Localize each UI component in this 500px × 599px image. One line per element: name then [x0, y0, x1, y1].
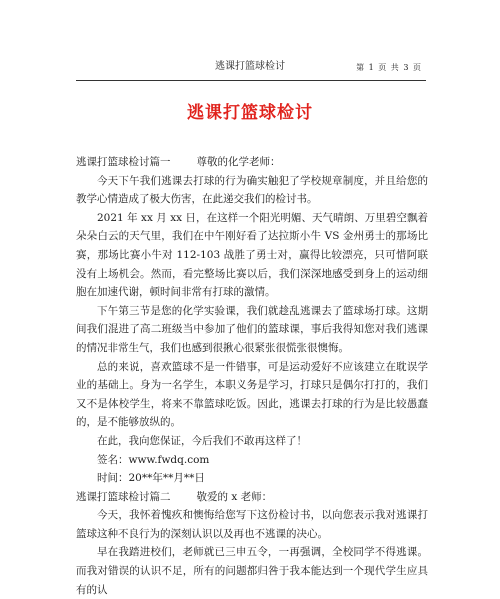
salutation: 敬爱的 x 老师： — [196, 490, 273, 503]
paragraph: 2021 年 xx 月 xx 日，在这样一个阳光明媚、天气晴朗、万里碧空飘着朵朵白云的天气里，我们在中午刚好看了达拉斯小牛 VS 金州勇士的那场比赛，那场比赛小牛对 112-103 战胜了勇士对，赢得比较漂亮，只可惜阿联没有上场机会。然而，看完整场比赛以后，我们深深地感受到身上的运动细胞在加速代谢，顿时间非常有打球的激情。 — [76, 211, 428, 299]
paragraph: 总的来说，喜欢篮球不是一件错事，可是运动爱好不应该建立在耽误学业的基础上。身为一名学生，本职义务是学习，打球只是偶尔打打的，我们又不是体校学生，将来不靠篮球吃饭。因此，逃课去打球的行为是比较愚蠢的，是不能够放纵的。 — [76, 360, 428, 429]
document-title: 逃课打篮球检讨 — [187, 103, 313, 123]
section-heading-line — [76, 153, 428, 172]
header-divider — [76, 80, 426, 81]
section-heading: 逃课打篮球检讨篇二 — [76, 490, 171, 503]
paragraph: 今天，我怀着愧疚和懊悔给您写下这份检讨书，以向您表示我对逃课打篮球这种不良行为的深刻认识以及再也不逃课的决心。 — [76, 509, 428, 540]
section-heading: 逃课打篮球检讨篇一 — [76, 156, 171, 168]
section-heading-line — [76, 488, 428, 507]
signature-line: 签名：www.fwdq.com — [97, 453, 210, 466]
salutation: 尊敬的化学老师： — [196, 156, 281, 168]
page-header-title: 逃课打篮球检讨 — [215, 61, 285, 72]
paragraph: 下午第三节是您的化学实验课，我们就趁乱逃课去了篮球场打球。这期间我们混进了高二班级当中参加了他们的篮球课，事后我得知您对我们逃课的情况非常生气，我们也感到很揪心很紧张很慌张很懊悔。 — [76, 304, 428, 354]
paragraph: 在此，我向您保证，今后我们不敢再这样了！ — [97, 434, 307, 447]
paragraph: 早在我踏进校们，老师就已三申五令，一再强调，全校同学不得逃课。而我对错误的认识不足，所有的问题都归咎于我本能达到一个现代学生应具有的认 — [76, 546, 428, 596]
paragraph: 今天下午我们逃课去打球的行为确实触犯了学校规章制度，并且给您的教学心情造成了极大伤害，在此递交我们的检讨书。 — [76, 174, 428, 206]
page-indicator: 第 1 页 共 3 页 — [356, 63, 422, 72]
date-line: 时间：20**年**月**日 — [97, 472, 205, 485]
document-body — [76, 153, 428, 599]
